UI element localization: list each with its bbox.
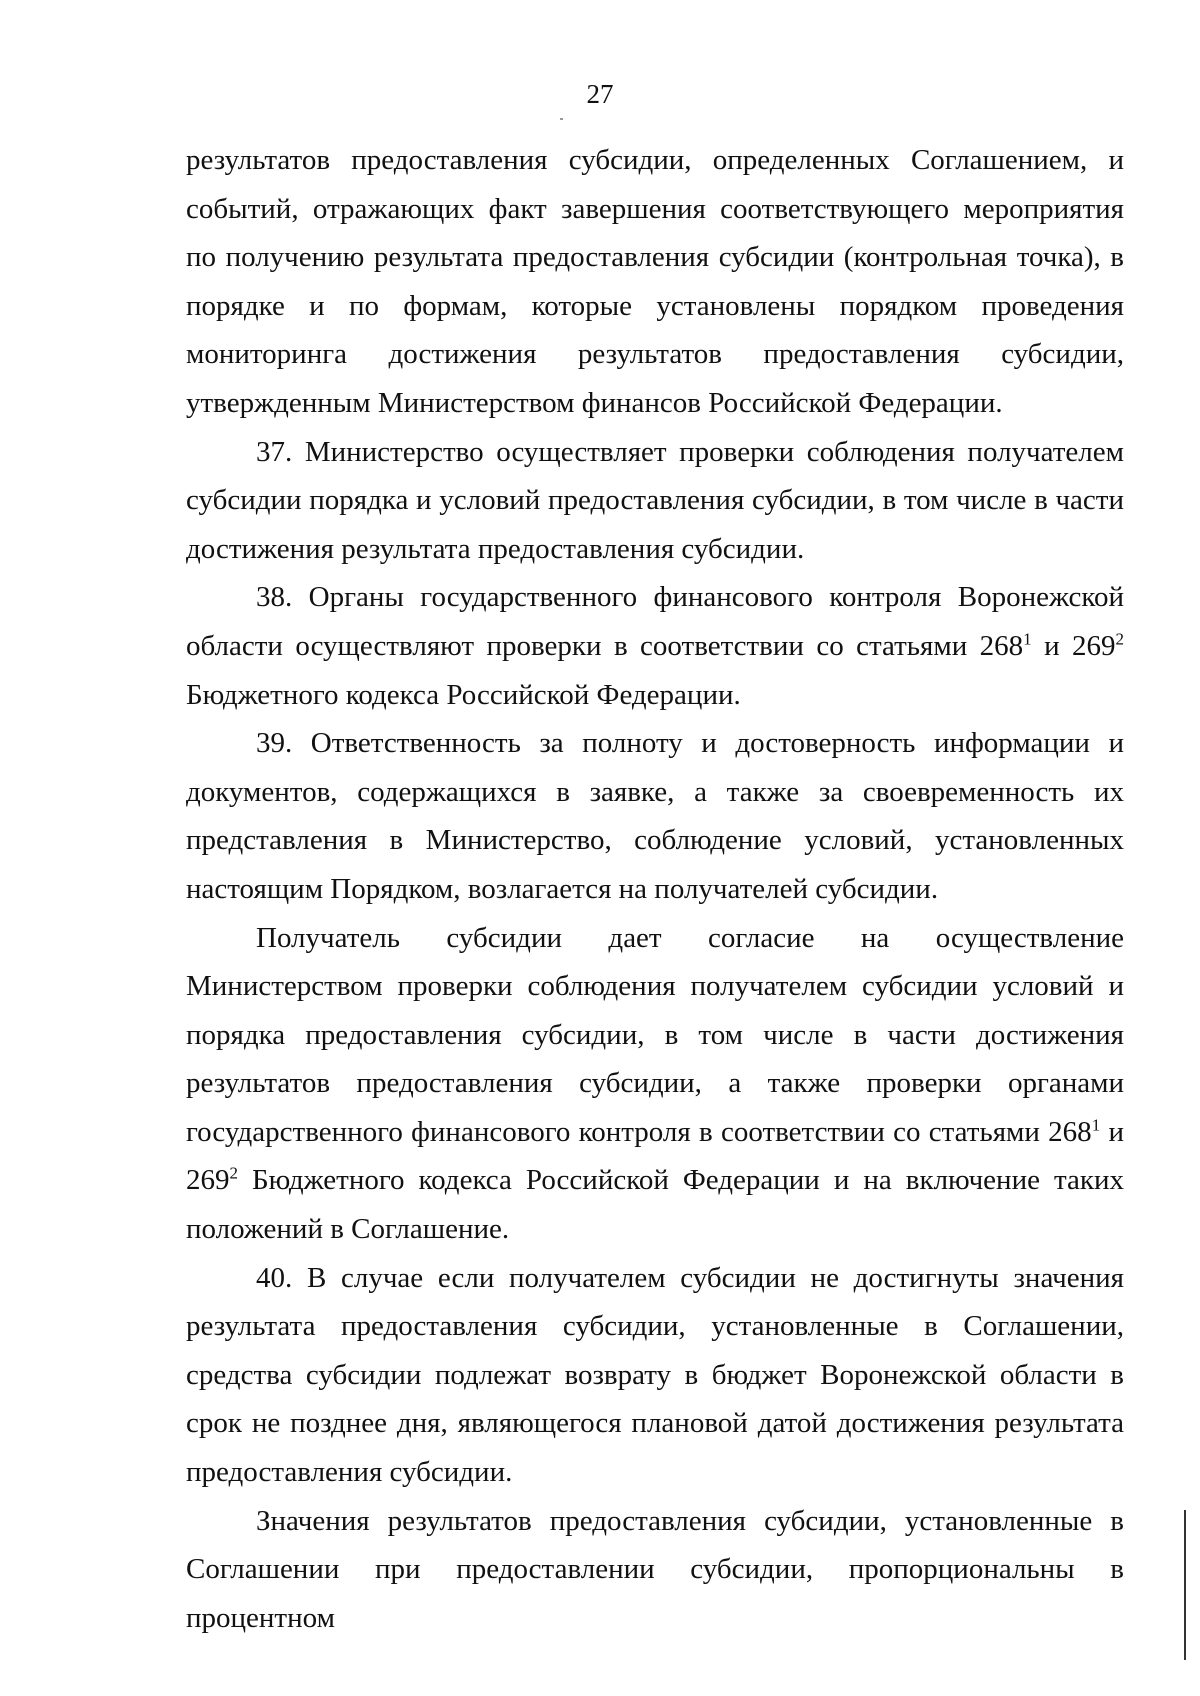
superscript: 1 — [1023, 629, 1032, 649]
paragraph-text: Бюджетного кодекса Российской Федерации и на включение таких положений в Соглашение. — [186, 1164, 1124, 1246]
paragraph-39-consent — [186, 914, 1124, 1254]
paragraph-text: результатов предоставления субсидии, определенных Соглашением, и событий, отражающих факт завершения соответствующего мероприятия по получению результата предоставления субсидии (контрольная точка), в порядке и по формам, которые установлены порядком проведения мониторинга достижения результатов предоставления субсидии, утвержденным Министерством финансов Российской Федерации. — [186, 144, 1124, 419]
scan-edge-line — [1184, 1510, 1186, 1660]
paragraph-text: 39. Ответственность за полноту и достоверность информации и документов, содержащихся в заявке, а также за своевременность их представления в Министерство, соблюдение условий, установленных настоящим Порядком, возлагается на получателей субсидии. — [186, 727, 1124, 905]
page-number: 27 — [586, 79, 614, 109]
paragraph-text: и 269 — [1031, 629, 1116, 662]
paragraph-text: 37. Министерство осуществляет проверки соблюдения получателем субсидии порядка и условий предоставления субсидии, в том числе в части достижения результата предоставления субсидии. — [186, 435, 1124, 565]
paragraph-40 — [186, 1254, 1124, 1497]
paragraph-text: 38. Органы государственного финансового контроля Воронежской области осуществляют проверки в соответствии со статьями 268 — [186, 581, 1124, 662]
superscript: 1 — [1091, 1115, 1101, 1135]
paragraph-text: Значения результатов предоставления субсидии, установленные в Соглашении при предоставлении субсидии, пропорциональны в процентном — [186, 1504, 1124, 1634]
paragraph-text: и 269 — [186, 1115, 1124, 1197]
superscript: 2 — [1115, 629, 1124, 649]
paragraph-40-values — [186, 1497, 1124, 1643]
scan-artifact — [560, 118, 563, 120]
paragraph-text: Получатель субсидии дает согласие на осуществление Министерством проверки соблюдения получателем субсидии условий и порядка предоставления субсидии, в том числе в части достижения результатов предоставления субсидии, а также проверки органами государственного финансового контроля в соответствии со статьями 268 — [186, 921, 1124, 1148]
paragraph-text: 40. В случае если получателем субсидии не достигнуты значения результата предоставления субсидии, установленные в Соглашении, средства субсидии подлежат возврату в бюджет Воронежской области в срок не позднее дня, являющегося плановой датой достижения результата предоставления субсидии. — [186, 1261, 1124, 1489]
paragraph-37 — [186, 428, 1124, 574]
paragraph-text: Бюджетного кодекса Российской Федерации. — [186, 678, 741, 711]
document-body — [186, 136, 1124, 1642]
paragraph-39 — [186, 719, 1124, 913]
paragraph-38 — [186, 573, 1124, 719]
superscript: 2 — [229, 1163, 238, 1183]
paragraph-continuation — [186, 136, 1124, 428]
